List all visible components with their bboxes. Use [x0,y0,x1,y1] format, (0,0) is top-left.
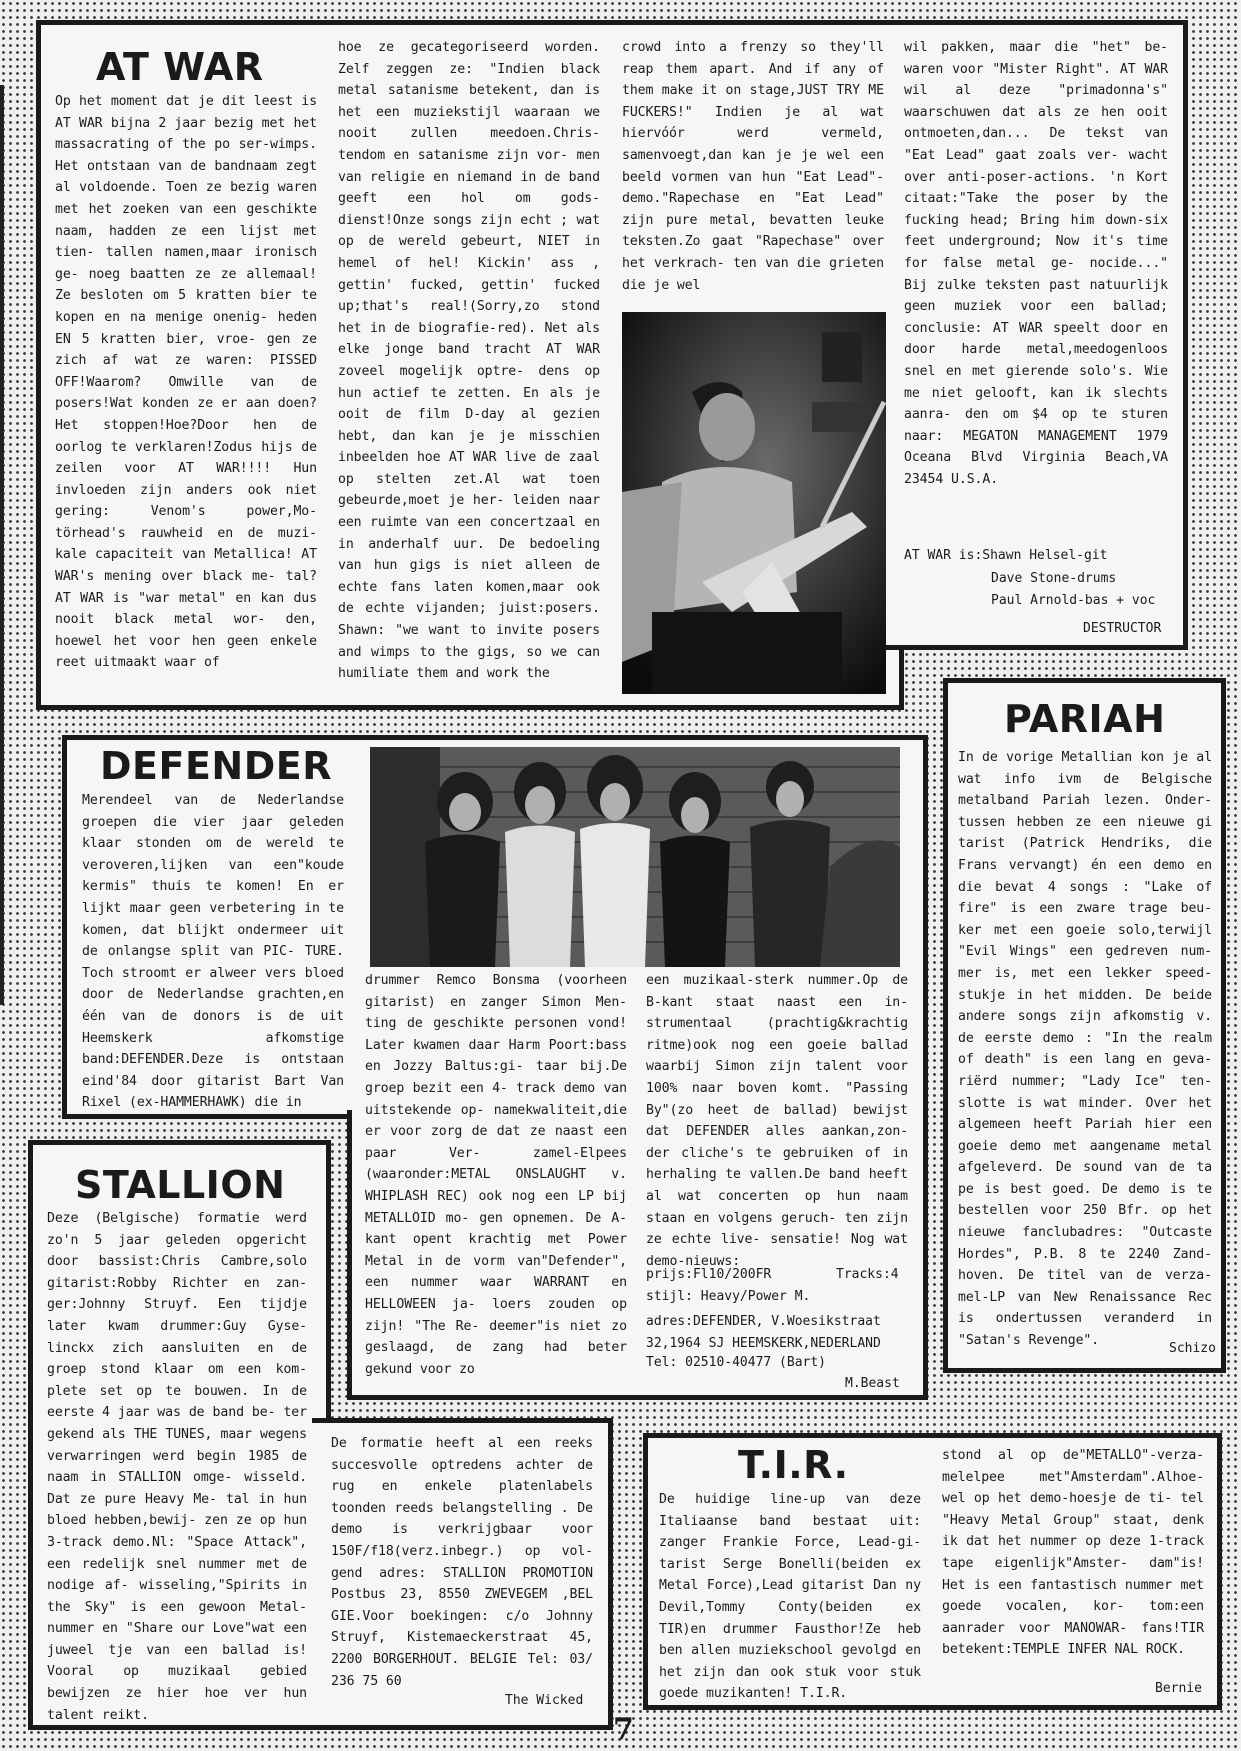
stallion-column-1: Deze (Belgische) formatie werd zo'n 5 jaar geleden opgericht door bassist:Chris Cambre,solo gitarist:Robby Richter en zan- ger:Johnny Struyf. Een tijdje later kwam drummer:Guy Gyse- linckx zich aansluiten en de groep stond klaar om een kom- plete set op te bouwen. In de eerste 4 jaar was de band be- ter gekend als THE TUNES, maar wegens verwarringen werd begin 1985 de naam in STALLION omge- wisseld. Dat ze pure Heavy Me- tal in hun bloed hebben,bewij- zen ze op hun 3-track demo.Nl: "Space Attack", een redelijk snel nummer met de nodige af- wisseling,"Spirits in the Sky" is een gewoon Metal-nummer en "Share our Love"wat een juweel tje van een ballad is! Vooral op muzikaal gebied bewijzen ze hier hoe ver hun talent reikt. [47,1211,307,1723]
atwar-column-2: hoe ze gecategoriseerd worden. Zelf zeggen ze: "Indien black metal satanisme betekent, dan is het een muziekstijl waaraan we nooit zullen meedoen.Chris- tendom en satanisme zijn vor- men van religie en niemand in de band geeft een hol om gods- dienst!Onze songs zijn echt ; wat op de wereld gebeurt, NIET in hemel of hel! Kickin' ass , gettin' fucked, gettin' fucked up;that's real!(Sorry,zo stond het in de biografie-red). Net als elke jonge band tracht AT WAR zoveel mogelijk optre- dens op hun actief te zetten. En als je ooit de film D-day al gezien hebt, dan kan je je misschien inbeelden hoe AT WAR live de zaal op stelten zet.Al wat toen gebeurde,moet je her- leiden naar een ruimte van een concertzaal en in anderhalf uur. De bedoeling van hun gigs is niet alleen de echte fans laten komen,maar ook de echte vijanden; juist:posers. Shawn: "we want to invite posers and wimps to the gigs, so we can humiliate them and work the [338,40,600,682]
atwar-title: AT WAR [96,45,264,89]
pariah-body: In de vorige Metallian kon je al wat info ivm de Belgische metalband Pariah lezen. Onder- tussen hebben ze een nieuwe gi tarist (Patrick Hendriks, die Frans vervangt) én een demo en die bevat 4 songs : "Lake of fire" is een zware trage beu- ker met een goeie solo,terwijl "Evil Wings" een gedreven num- mer is, met een lekker speed- stukje in het midden. De beide andere songs zijn afkomstig v. de eerste demo : "In the realm of death" is een lang en geva- riërd nummer; "Lady Ice" ten- slotte is wat minder. Over het algemeen heeft Pariah hier een goeie demo met aangename metal afgeleverd. De sound van de ta pe is best goed. De demo is te bestellen voor 250 Bfr. op het nieuwe fanclubadres: "Outcaste Hordes", P.B. 8 te 2240 Zand- hoven. De titel van de verza- mel-LP van New Renaissance Rec is ondertussen veranderd in "Satan's Revenge". [958,750,1212,1349]
defender-column-2: drummer Remco Bonsma (voorheen gitarist) en zanger Simon Men- ting de geschikte personen vond! Later kwamen daar Harm Poort:bass en Jozzy Baltus:gi- taar bij.De groep bezit een 4- track demo van uitstekende op- namekwaliteit,die er voor zorg de dat ze naast een paar Ver- zamel-Elpees (waaronder:METAL ONSLAUGHT v. WHIPLASH REC) ook nog een LP bij METALLOID mo- gen opnemen. De A-kant opent krachtig met Power Metal in de vorm van"Defender", een nummer waar WARRANT en HELLOWEEN ja- loers zouden op zijn! "The Re- deemer"is niet zo geslaagd, de zang had beter gekund voor zo [365,973,627,1377]
atwar-lineup-drums: Dave Stone-drums [991,571,1117,586]
pariah-signature: Schizo [1169,1341,1216,1356]
defender-info-price: prijs:Fl10/200FR [646,1267,772,1282]
stallion-box-join [310,1423,318,1725]
page-edge-bar [0,85,4,1005]
page-number: 7 [613,1712,634,1747]
stallion-title: STALLION [75,1163,286,1207]
atwar-guitarist-photo [622,312,886,694]
defender-column-3: een muzikaal-sterk nummer.Op de B-kant staat naast een in- strumentaal (prachtig&krachtig ritme)ook nog een goeie ballad waarbij Simon zijn talent voor 100% naar boven komt. "Passing By"(zo heet de ballad) bewijst dat DEFENDER alles aankan,zon- der cliche's te gebruiken of in herhaling te vallen.De band heeft al wat concerten op hun naam staan en volgens geruch- ten zijn ze echte live- sensatie! Nog wat demo-nieuws: [646,973,908,1269]
tir-column-1: De huidige line-up van deze Italiaanse band bestaat uit: zanger Frankie Force, Lead-gi- tarist Serge Bonelli(beiden ex Metal Force),Lead gitarist Dan ny Devil,Tommy Conty(beiden ex TIR)en drummer Fausthor!Ze heb ben allen muziekschool gevolgd en het zijn dan ook stuk voor stuk goede muzikanten! T.I.R. [659,1492,921,1702]
atwar-lineup-bass: Paul Arnold-bas + voc [991,593,1156,608]
defender-info-address: adres:DEFENDER, V.Woesikstraat 32,1964 SJ HEEMSKERK,NEDERLAND [646,1314,881,1351]
atwar-signature: DESTRUCTOR [1083,621,1162,636]
defender-info-tracks: Tracks:4 [836,1267,899,1282]
defender-signature: M.Beast [845,1376,900,1391]
stallion-signature: The Wicked [505,1693,584,1708]
atwar-column-3: crowd into a frenzy so they'll reap them apart. And if any of them make it on stage,JUST TRY ME FUCKERS!" Indien je al wat hiervóór werd vermeld, samenvoegt,dan kan je je wel een beeld vormen van hun "Eat Lead"-demo."Rapechase en "Eat Lead" zijn pure metal, bevatten leuke teksten.Zo gaat "Rapechase" over het verkrach- ten van die grieten die je wel [622,40,884,293]
stallion-column-2: De formatie heeft al een reeks succesvolle optredens achter de rug en enkele platenlabels toonden reeds belangstelling . De demo is verkrijgbaar voor 150F/f18(verz.inbegr.) op vol- gend adres: STALLION PROMOTION Postbus 23, 8550 ZWEVEGEM ,BEL GIE.Voor boekingen: c/o Johnny Struyf, Kistemaeckerstraat 45, 2200 BORGERHOUT. BELGIE Tel: 03/ 236 75 60 [331,1436,593,1689]
defender-info-style: stijl: Heavy/Power M. [646,1289,811,1304]
atwar-column-1: Op het moment dat je dit leest is AT WAR bijna 2 jaar bezig met het massacrating of the po ser-wimps. Het ontstaan van de bandnaam zegt al voldoende. Toen ze bezig waren met het zoeken van een geschikte naam, hadden ze een lijst met tien- tallen namen,maar ironisch ge- noeg baatten ze ze allemaal! Ze besloten om 5 kratten bier te kopen en na menige onenig- heden EN 5 kratten bier, vroe- gen ze zich af wat ze waren: PISSED OFF!Waarom? Omwille van de posers!Wat konden ze er aan doen? Het stoppen!Hoe?Door hen de oorlog te verklaren!Zodus hijs de zeilen voor AT WAR!!!! Hun invloeden zijn anders ook niet gering: Venom's power,Mo- törhead's rauwheid en de muzi- kale capaciteit van Metallica! AT WAR's mening over black me- tal? AT WAR is "war metal" en kan dus nooit black metal wor- den, hoewel het voor hen geen enkele reet uitmaakt waar of [55,94,317,671]
atwar-lineup-heading: AT WAR is:Shawn Helsel-git [904,548,1108,563]
tir-signature: Bernie [1155,1681,1202,1696]
defender-column-1: Merendeel van de Nederlandse groepen die vier jaar geleden klaar stonden om de wereld te veroveren,lijken van een"koude kermis" thuis te komen! En er lijkt maar geen verbetering in te komen, dat blijkt ondermeer uit de onlangse split van PIC- TURE. Toch stroomt er alweer vers bloed door de Nederlandse grachten,en één van de donors is de uit Heemskerk afkomstige band:DEFENDER.Deze is ontstaan eind'84 door gitarist Bart Van Rixel (ex-HAMMERHAWK) die in [82,793,344,1111]
defender-title: DEFENDER [100,744,332,788]
tir-title: T.I.R. [738,1443,849,1487]
pariah-title: PARIAH [1004,697,1166,741]
tir-column-2: stond al op de"METALLO"-verza- melelpee met"Amsterdam".Alhoe- wel op het demo-hoesje de ti- tel "Heavy Metal Group" staat, denk ik dat het nummer op deze 1-track tape eigenlijk"Amster- dam"is! Het is een fantastisch nummer met goede vocalen, kor- tom:een aanrader voor MANOWAR- fans!TIR betekent:TEMPLE INFER NAL ROCK. [942,1448,1204,1658]
defender-band-photo [370,747,900,967]
atwar-column-4: wil pakken, maar die "het" be- waren voor "Mister Right". AT WAR wil al deze "primadonna's" waarschuwen dat als ze hen ooit ontmoeten,dan... De tekst van "Eat Lead" gaat zoals ver- wacht over anti-poser-actions. 'n Kort citaat:"Take the poser by the fucking head; Bring him down-six feet underground; Now it's time for false metal ge- nocide..." Bij zulke teksten past natuurlijk geen muziek voor een ballad; conclusie: AT WAR speelt door en door harde metal,meedogenloos snel en met gierende solo's. Wie me niet gelooft, kan ik slechts aanra- den om $4 op te sturen naar: MEGATON MANAGEMENT 1979 Oceana Blvd Virginia Beach,VA 23454 U.S.A. [904,40,1168,487]
defender-info-tel: Tel: 02510-40477 (Bart) [646,1355,827,1370]
